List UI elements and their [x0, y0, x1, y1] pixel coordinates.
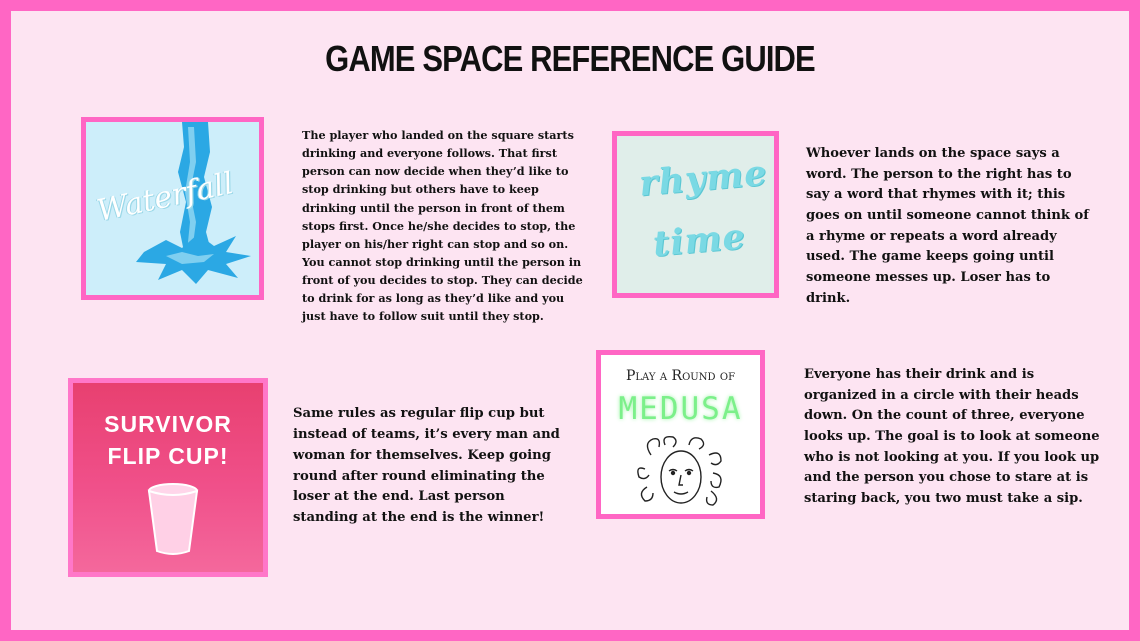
rhyme-time-card-image — [612, 131, 779, 298]
play-a-round-image-text: Play a Round of — [625, 368, 736, 384]
survivor-flip-cup-card-image — [68, 378, 268, 577]
flip-cup-image-text: FLIP CUP! — [107, 443, 229, 469]
time-image-text: time — [651, 216, 748, 265]
waterfall-image-text: Waterfall — [93, 165, 237, 230]
medusa-face-icon — [631, 435, 731, 513]
survivor-image-text: SURVIVOR — [104, 411, 232, 437]
medusa-image-text: MEDUSA — [618, 391, 743, 427]
rhyme-time-description: Whoever lands on the space says a word. The person to the right has to say a word that rhymes with it; this goes on until someone cannot think of a rhyme or repeats a word already used. The game keeps going until someone messes up. Loser has to drink. — [806, 146, 1089, 306]
survivor-flip-cup-description: Same rules as regular flip cup but instead of teams, it’s every man and woman for themselves. Keep going round after round eliminating the loser at the end. Last person standing at the end is the winner! — [293, 406, 560, 526]
page-title: GAME SPACE REFERENCE GUIDE — [325, 38, 815, 79]
medusa-description: Everyone has their drink and is organized in a circle with their heads down. On the count of three, everyone looks up. The goal is to look at someone who is not looking at you. If you look up and the person you chose to stare at is staring back, you two must take a sip. — [804, 367, 1100, 507]
waterfall-card-image — [81, 117, 264, 300]
medusa-card-image — [596, 350, 765, 519]
waterfall-description: The player who landed on the square starts drinking and everyone follows. That first person can now decide when they’d like to stop drinking but others have to keep drinking until the person in front of them stops first. Once he/she decides to stop, the player on his/her right can stop and so on. You cannot stop drinking until the person in front of you decides to stop. They can decide to drink for as long as they’d like and you just have to follow suit until they stop. — [302, 128, 583, 324]
cup-icon — [143, 483, 203, 559]
rhyme-image-text: rhyme — [637, 152, 770, 205]
